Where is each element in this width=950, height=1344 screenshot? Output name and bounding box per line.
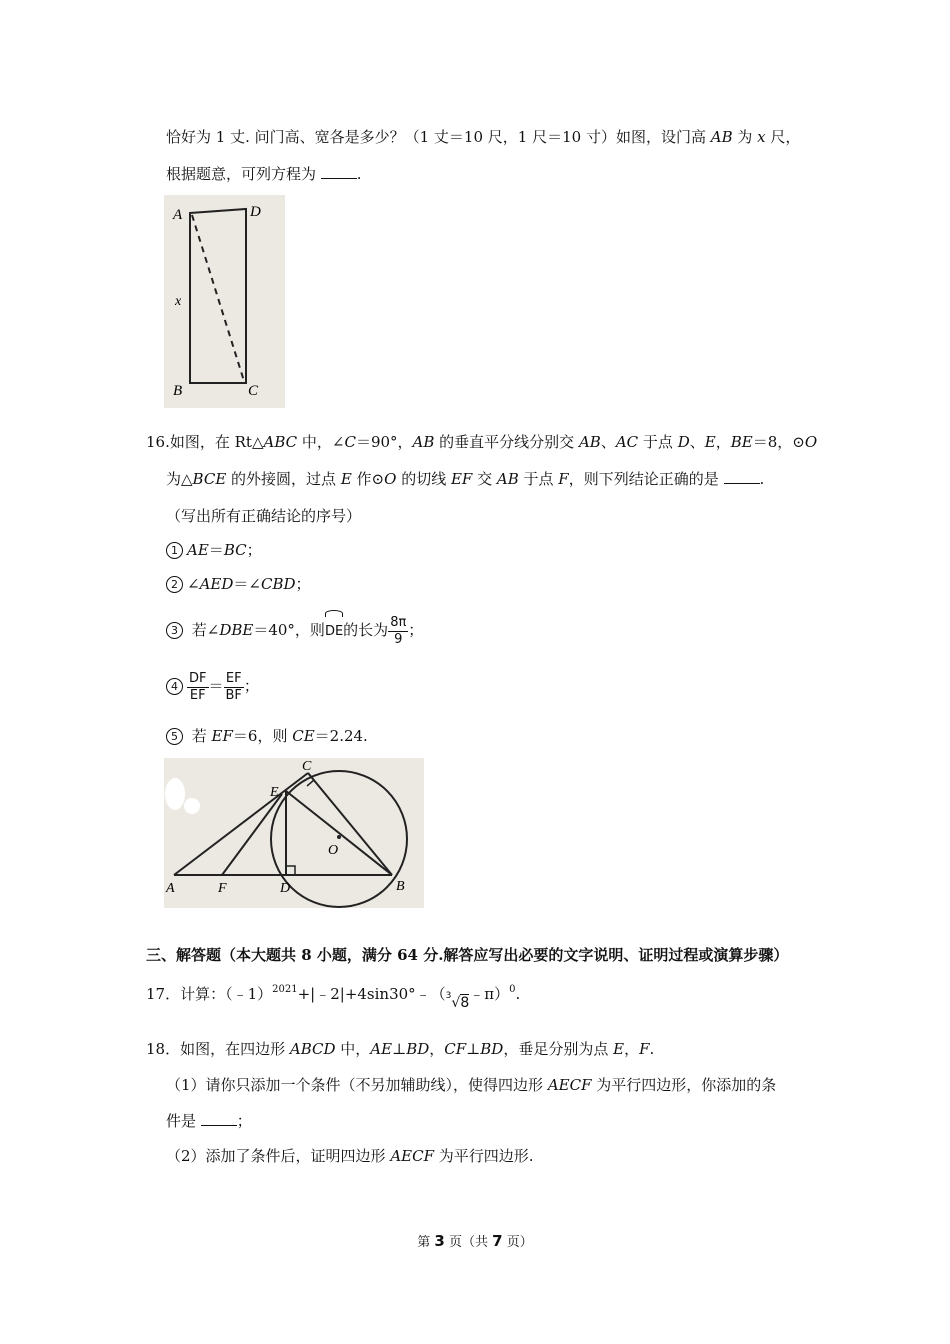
segment-ef xyxy=(222,794,282,875)
math-var: BE xyxy=(730,433,753,451)
text-run: ＝90°， xyxy=(355,433,413,451)
section-3-title xyxy=(146,945,788,965)
option-text: ； xyxy=(243,677,259,695)
text-run: ＝2.24. xyxy=(314,727,368,745)
q16-text: （写出所有正确结论的序号） xyxy=(166,507,362,525)
fig2-label-a: A xyxy=(166,881,175,896)
q18-part-1 xyxy=(166,1075,776,1095)
math-var: O xyxy=(384,470,397,488)
math-var: BD xyxy=(480,1040,504,1058)
text-run: ＝8，⊙ xyxy=(752,433,805,451)
figure-door-svg xyxy=(164,195,285,408)
q18-text: （2）添加了条件后，证明四边形 xyxy=(166,1147,391,1165)
text-run: 中， xyxy=(335,1040,371,1058)
q17-text: ﹣π） xyxy=(469,985,510,1003)
fraction-ef-bf xyxy=(224,671,244,704)
q16-text: . xyxy=(759,470,765,488)
fig1-label-x: x xyxy=(175,294,182,309)
q18-text: ； xyxy=(236,1112,252,1130)
math-var: BD xyxy=(406,1040,430,1058)
option-text: 若∠ xyxy=(187,621,220,639)
option-var: DBE xyxy=(219,621,254,639)
text-run: 的切线 xyxy=(396,470,451,488)
q16-text xyxy=(170,433,817,451)
option-text: ＝40°，则 xyxy=(253,621,325,639)
option-text xyxy=(187,541,262,559)
option-number: 5 xyxy=(166,728,183,745)
q15-text: 为 xyxy=(732,128,758,146)
fig2-label-e: E xyxy=(270,785,279,800)
text-run: ＝6，则 xyxy=(232,727,293,745)
cube-root xyxy=(446,986,470,1013)
answer-blank[interactable] xyxy=(201,1111,237,1126)
fig2-label-o: O xyxy=(328,843,339,858)
option-number: 2 xyxy=(166,576,183,593)
math-var: D xyxy=(677,433,690,451)
q15-text: 恰好为 1 丈. 问门高、宽各是多少？（1 丈＝10 尺，1 尺＝10 寸）如图，设门高 xyxy=(166,128,711,146)
fig2-label-c: C xyxy=(302,759,312,774)
text-run: 中，∠ xyxy=(297,433,345,451)
option-text xyxy=(187,727,368,745)
figure-door xyxy=(164,195,285,408)
fig1-label-a: A xyxy=(173,207,183,223)
math-var: EF xyxy=(211,727,233,745)
text-run: 、 xyxy=(600,433,616,451)
footer-text: 第 xyxy=(417,1235,435,1250)
option-text: ； xyxy=(408,621,424,639)
option-number: 4 xyxy=(166,678,183,695)
q18-text: 为平行四边形，你添加的条 xyxy=(591,1076,777,1094)
text-run: 如图，在四边形 xyxy=(180,1040,290,1058)
fraction-numerator: EF xyxy=(224,671,244,688)
exponent: 2021 xyxy=(272,984,298,995)
fig1-label-d: D xyxy=(250,204,261,220)
q15-var: AB xyxy=(710,128,733,146)
text-run: ＝ xyxy=(208,541,224,559)
q15-line-2 xyxy=(166,164,362,184)
answer-blank[interactable] xyxy=(321,164,357,179)
q16-line-1 xyxy=(146,432,817,452)
text-run: ，则下列结论正确的是 xyxy=(568,470,719,488)
math-var: F xyxy=(558,470,569,488)
smudge xyxy=(165,778,185,810)
text-run: 如图，在 Rt△ xyxy=(169,433,264,451)
math-var: ABC xyxy=(263,433,298,451)
figure-circle-triangle-svg xyxy=(164,758,424,908)
math-var: AB xyxy=(412,433,435,451)
q17-text: 计算：（﹣1） xyxy=(180,985,273,1003)
q18-line-1 xyxy=(146,1039,654,1059)
q15-line-1 xyxy=(166,127,800,147)
q18-part-2 xyxy=(166,1146,534,1166)
q16-option-4 xyxy=(166,668,259,704)
math-var: CBD xyxy=(260,575,296,593)
q17-text: . xyxy=(515,985,521,1003)
option-text: ＝ xyxy=(208,677,224,695)
text-run: ； xyxy=(246,541,262,559)
question-number: 17． xyxy=(146,985,181,1003)
math-var: CE xyxy=(292,727,315,745)
segment-ac xyxy=(174,773,308,875)
q16-line-2 xyxy=(166,469,764,489)
text-run: ∠ xyxy=(187,575,200,593)
root-index: 3 xyxy=(445,991,452,1001)
question-number: 18． xyxy=(146,1040,181,1058)
footer-text: 页） xyxy=(502,1235,533,1250)
root-sign: √ xyxy=(451,995,461,1011)
text-run: ⊥ xyxy=(466,1040,481,1058)
fraction-8pi-9 xyxy=(388,615,408,648)
math-var: AE xyxy=(370,1040,393,1058)
math-var: F xyxy=(639,1040,650,1058)
answer-blank[interactable] xyxy=(724,469,760,484)
text-run: 作⊙ xyxy=(351,470,385,488)
fraction-numerator: 8π xyxy=(390,614,407,630)
total-pages: 7 xyxy=(492,1232,503,1250)
q18-var: AECF xyxy=(390,1147,434,1165)
text-run: 于点 xyxy=(518,470,559,488)
math-var: AC xyxy=(615,433,639,451)
text-run: ， xyxy=(624,1040,640,1058)
fig2-label-b: B xyxy=(396,879,405,894)
q16-option-1 xyxy=(166,540,262,560)
q16-option-5 xyxy=(166,726,368,746)
q15-text: . xyxy=(356,165,362,183)
arc-de: DE xyxy=(325,610,343,650)
fig2-label-f: F xyxy=(218,881,227,896)
text-run: ； xyxy=(295,575,311,593)
math-var: CF xyxy=(444,1040,467,1058)
fraction-denominator: BF xyxy=(225,687,242,703)
text-run: ＝∠ xyxy=(233,575,261,593)
option-text xyxy=(187,575,311,593)
footer-text: 页（共 xyxy=(444,1235,493,1250)
text-run: 的外接圆，过点 xyxy=(226,470,341,488)
math-var: AB xyxy=(496,470,519,488)
math-var: AE xyxy=(187,541,209,559)
text-run: 、 xyxy=(689,433,705,451)
text-run: 于点 xyxy=(638,433,678,451)
fraction-df-ef xyxy=(187,671,209,704)
text-run: 为△ xyxy=(166,470,193,488)
door-rectangle xyxy=(190,209,246,383)
fraction-numerator: DF xyxy=(189,670,207,686)
text-run: 的垂直平分线分别交 xyxy=(434,433,579,451)
fig2-label-d: D xyxy=(280,881,291,896)
text-run: . xyxy=(649,1040,655,1058)
text-run: ， xyxy=(429,1040,445,1058)
page-number: 3 xyxy=(434,1232,445,1250)
q18-text xyxy=(180,1040,654,1058)
q18-part-1-cont xyxy=(166,1111,252,1131)
math-var: AB xyxy=(578,433,601,451)
page-footer xyxy=(0,1231,950,1250)
diagonal-ac xyxy=(192,215,244,381)
q17-line xyxy=(146,980,520,1013)
root-value: 8 xyxy=(460,995,470,1011)
math-var: ABCD xyxy=(289,1040,336,1058)
fig1-label-c: C xyxy=(248,383,259,399)
section-title-text: 三、解答题（本大题共 8 小题，满分 64 分.解答应写出必要的文字说明、证明过程或演算步骤） xyxy=(146,946,789,964)
text-run: 若 xyxy=(187,727,212,745)
segment-eb xyxy=(286,791,392,875)
q16-option-3 xyxy=(166,610,423,650)
q15-text: 尺， xyxy=(765,128,801,146)
math-var: E xyxy=(704,433,716,451)
q16-text xyxy=(166,470,719,488)
math-var: E xyxy=(340,470,352,488)
segment-cb xyxy=(308,773,392,875)
text-run: 交 xyxy=(472,470,497,488)
q15-var: x xyxy=(757,128,766,146)
q18-text: 件是 xyxy=(166,1112,197,1130)
option-number: 1 xyxy=(166,542,183,559)
q18-text: 为平行四边形. xyxy=(434,1147,534,1165)
figure-circle-triangle xyxy=(164,758,424,908)
q18-var: AECF xyxy=(547,1076,592,1094)
q17-text: +|﹣2|+4sin30°﹣（ xyxy=(297,985,446,1003)
q16-line-3 xyxy=(166,506,361,526)
question-number: 16. xyxy=(146,433,170,451)
option-number: 3 xyxy=(166,622,183,639)
text-run: ， xyxy=(715,433,731,451)
math-var: BC xyxy=(223,541,247,559)
text-run: ⊥ xyxy=(392,1040,407,1058)
right-angle-d xyxy=(286,866,295,875)
math-var: AED xyxy=(199,575,234,593)
text-run: ，垂足分别为点 xyxy=(503,1040,614,1058)
fraction-denominator: 9 xyxy=(394,631,403,647)
math-var: C xyxy=(344,433,356,451)
exponent: 0 xyxy=(509,984,516,995)
math-var: E xyxy=(613,1040,625,1058)
math-var: O xyxy=(804,433,818,451)
smudge xyxy=(184,798,200,814)
q18-text: （1）请你只添加一个条件（不另加辅助线），使得四边形 xyxy=(166,1076,548,1094)
math-var: BCE xyxy=(192,470,227,488)
fig1-label-b: B xyxy=(173,383,183,399)
q15-text: 根据题意，可列方程为 xyxy=(166,165,317,183)
fraction-denominator: EF xyxy=(189,687,206,703)
option-text: 的长为 xyxy=(343,621,389,639)
q16-option-2 xyxy=(166,574,311,594)
math-var: EF xyxy=(450,470,473,488)
center-o xyxy=(337,835,341,839)
